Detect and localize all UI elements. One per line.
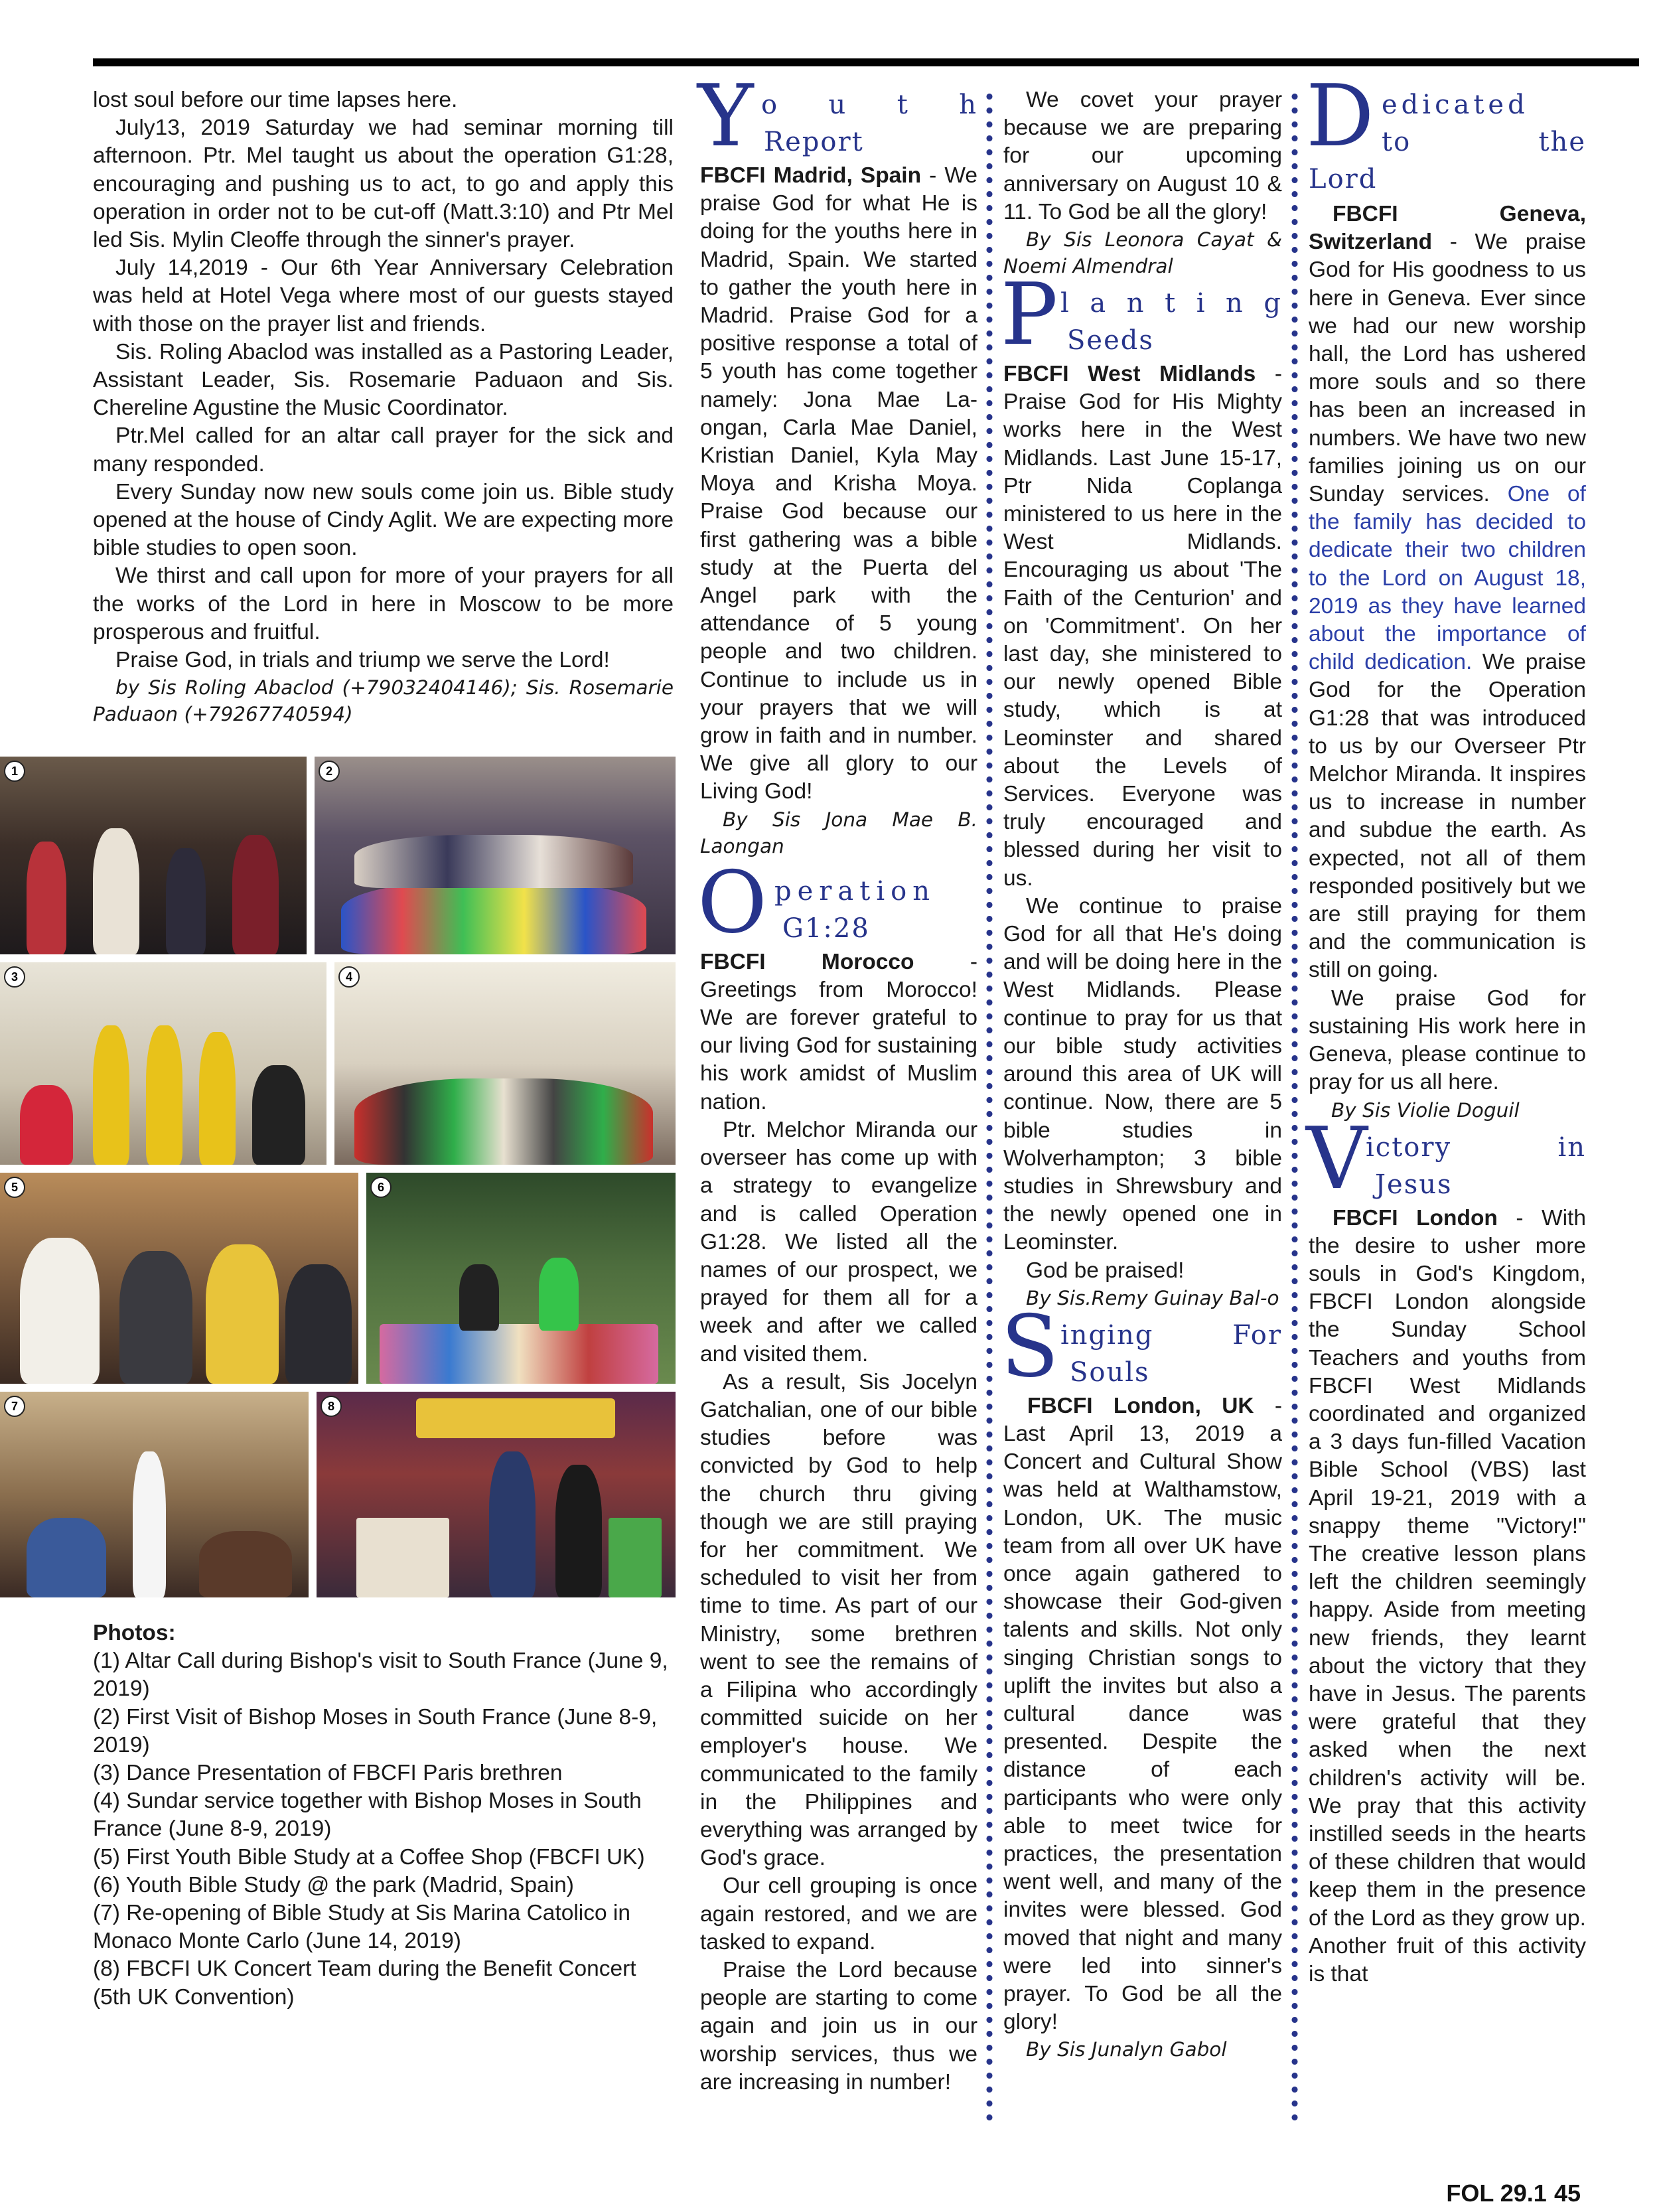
paragraph: FBCFI Madrid, Spain - We praise God for what He is doing for the youths here in Madrid, Spain. We started to gather the youth here in Madrid. Praise God for a positive response a total of 5 youth has come together namely: Jona Mae La-ongan, Carla Mae Daniel, Kristian Daniel, Kyla May Moya and Krisha Moya. Praise God because our first gathering was a bible study at the Puerta del Angel park with the attendance of 5 young people and two children. Continue to include us in your prayers that we will grow in faith and in number. We give all glory to our Living God! <box>700 163 978 804</box>
planting-seeds-heading: P l a n t i n g Seeds <box>1001 265 1282 365</box>
paragraph: July 14,2019 - Our 6th Year Anniversary Celebration was held at Hotel Vega where most of our guests stayed with those on the prayer list and friends. <box>93 256 674 336</box>
singing-for-souls-heading: S inging For Souls <box>1001 1297 1282 1396</box>
byline: By Sis Jona Mae B. Laongan <box>700 808 977 857</box>
drop-cap: S <box>1001 1297 1059 1396</box>
caption: (1) Altar Call during Bishop's visit to South France (June 9, 2019) <box>93 1649 668 1702</box>
youth-operation-column <box>697 67 978 2097</box>
photo-number: 3 <box>4 966 25 988</box>
caption: (6) Youth Bible Study @ the park (Madrid, Spain) <box>93 1872 574 1897</box>
drop-cap: Y <box>697 67 754 166</box>
drop-cap: O <box>697 853 767 952</box>
paragraph: Sis. Roling Abaclod was installed as a Pastoring Leader, Assistant Leader, Sis. Rosemarie Paduaon and Sis. Chereline Agustine the Music Coordinator. <box>93 339 674 421</box>
youth-report-heading: Y o u t h Report <box>697 67 977 166</box>
caption: (5) First Youth Bible Study at a Coffee Shop (FBCFI UK) <box>93 1844 645 1870</box>
moscow-article <box>93 86 674 727</box>
paragraph: We continue to praise God for all that He's doing and will be doing here in the West Midlands. Please continue to pray for us that our bible study activities around this area of UK will continue. Now, there are 5 bible studies in Wolverhampton; 3 bible studies in Shrewsbury and the newly opened one in Leominster. <box>1003 893 1282 1255</box>
paragraph: God be praised! <box>1026 1258 1185 1283</box>
paragraph: Ptr. Melchor Miranda our overseer has come up with a strategy to evangelize and is called Operation G1:28. We listed all the names of our prospect, we prayed for them all for a week and after we called and visited them. <box>700 1117 977 1366</box>
page-folio: FOL 29.1 45 <box>1446 2179 1581 2207</box>
photo-number: 8 <box>321 1396 342 1417</box>
byline: by Sis Roling Abaclod (+79032404146); Sis. Rosemarie Paduaon (+79267740594) <box>93 676 674 726</box>
paragraph: We thirst and call upon for more of your prayers for all the works of the Lord in here in Moscow to be more prosperous and fruitful. <box>93 563 674 644</box>
drop-cap: V <box>1306 1109 1368 1209</box>
drop-cap: D <box>1306 67 1374 166</box>
top-rule <box>93 58 1639 66</box>
operation-heading: O peration G1:28 <box>697 853 936 952</box>
photo-number: 5 <box>4 1177 25 1198</box>
planting-singing-column <box>1003 86 1282 2063</box>
dotted-column-rule <box>986 90 993 2127</box>
caption: (2) First Visit of Bishop Moses in South France (June 8-9, 2019) <box>93 1704 658 1757</box>
byline: By Sis Leonora Cayat & Noemi Almendral <box>1003 228 1282 278</box>
photo-uk-concert <box>317 1392 676 1597</box>
dedicated-to-the-lord-heading: D edicated to the Lord <box>1306 67 1586 194</box>
byline: By Sis.Remy Guinay Bal-o <box>1026 1286 1279 1309</box>
photo-park-study <box>366 1173 676 1384</box>
caption: (4) Sundar service together with Bishop Moses in South France (June 8-9, 2019) <box>93 1789 642 1842</box>
paragraph: FBCFI Geneva, Switzerland - We praise God for His goodness to us here in Geneva. Ever since we had our new worship hall, the Lord has ushered more souls and so there has been an increased in numbers. We have two new families joining us on our Sunday services. One of the family has decided to dedicate their two children to the Lord on August 18, 2019 as they have learned about the importance of child dedication. We praise God for the Operation G1:28 that was introduced to us by our Overseer Ptr Melchor Miranda. It inspires us to increase in number and subdue the earth. As expected, not all of them responded positively but we are still praying for them and the communication is still on going. <box>1309 202 1586 983</box>
victory-in-jesus-heading: V ictory in Jesus <box>1306 1109 1586 1209</box>
photo-number: 7 <box>4 1396 25 1417</box>
photo-bishop-visit <box>315 757 676 954</box>
paragraph: We praise God for sustaining His work here in Geneva, please continue to pray for us all here. <box>1309 986 1586 1095</box>
photo-number: 1 <box>4 761 25 782</box>
paragraph: Praise the Lord because people are starting to come again and join us in our worship services, thus we are increasing in number! <box>700 1957 977 2095</box>
photo-collage <box>0 757 676 1599</box>
photo-number: 2 <box>319 761 340 782</box>
paragraph: As a result, Sis Jocelyn Gatchalian, one of our bible studies before was convicted by God to help the church thru giving though we are still praying for her commitment. We scheduled to visit her from time to time. As part of our Ministry, some brethren went to see the remains of a Filipina who accordingly committed suicide on her employer's house. We communicated to the family in the Philippines and everything was arranged by God's grace. <box>700 1369 977 1871</box>
paragraph: We covet your prayer because we are preparing for our upcoming anniversary on August 10 & 11. To God be all the glory! <box>1003 88 1282 224</box>
page-number: 45 <box>1553 2179 1581 2207</box>
photo-captions <box>93 1619 674 2012</box>
photo-number: 4 <box>338 966 360 988</box>
paragraph: lost soul before our time lapses here. <box>93 88 458 112</box>
byline: By Sis Violie Doguil <box>1331 1098 1520 1122</box>
dedicated-victory-column <box>1306 67 1586 1988</box>
paragraph: Our cell grouping is once again restored, and we are tasked to expand. <box>700 1874 977 1954</box>
photo-dance-presentation <box>0 962 326 1165</box>
paragraph: FBCFI Morocco - Greetings from Morocco! We are forever grateful to our living God for sustaining his work amidst of Muslim nation. <box>700 949 977 1114</box>
photo-altar-call <box>0 757 307 954</box>
highlight-text: One of the family has decided to dedicate their two children to the Lord on August 18, 2019 as they have learned about the importance of child dedication. <box>1309 482 1586 675</box>
byline: By Sis Junalyn Gabol <box>1026 2038 1227 2061</box>
drop-cap: P <box>1001 265 1058 365</box>
paragraph: Every Sunday now new souls come join us. Bible study opened at the house of Cindy Aglit. We are expecting more bible studies to open soon. <box>93 479 674 561</box>
photo-monaco-study <box>0 1392 309 1597</box>
captions-title: Photos: <box>93 1621 176 1645</box>
paragraph: FBCFI London - With the desire to usher more souls in God's Kingdom, FBCFI London alongside the Sunday School Teachers and youths from FBCFI West Midlands coordinated and organized a 3 days fun-filled Vacation Bible School (VBS) last April 19-21, 2019 with a snappy theme "Victory!" The creative lesson plans left the children seemingly happy. Aside from meeting new friends, they learnt about the victory that they have in Jesus. The parents were grateful that they asked when the next children's activity will be. We pray that this activity instilled seeds in the hearts of these children that would keep them in the presence of the Lord as they grow up. Another fruit of this activity is that <box>1309 1205 1586 1986</box>
photo-number: 6 <box>370 1177 392 1198</box>
caption: (3) Dance Presentation of FBCFI Paris brethren <box>93 1761 563 1786</box>
paragraph: FBCFI London, UK - Last April 13, 2019 a Concert and Cultural Show was held at Walthamstow, London, UK. The music team from all over UK have once again gathered to showcase their God-given talents and skills. Not only singing Christian songs to uplift the invites but also a cultural dance was presented. Despite the distance of each participants who were only able to meet twice for practices, the presentation went well, and many of the invites were blessed. God moved that night and many were led into sinner's prayer. To God be all the glory! <box>1003 1393 1282 2035</box>
caption: (7) Re-opening of Bible Study at Sis Marina Catolico in Monaco Monte Carlo (June 14, 2019) <box>93 1901 630 1954</box>
photo-sunday-service <box>334 962 676 1165</box>
caption: (8) FBCFI UK Concert Team during the Benefit Concert (5th UK Convention) <box>93 1956 636 2010</box>
paragraph: Ptr.Mel called for an altar call prayer for the sick and many responded. <box>93 423 674 477</box>
paragraph: FBCFI West Midlands - Praise God for His Mighty works here in the West Midlands. Last June 15-17, Ptr Nida Coplanga ministered to us here in the West Midlands. Encouraging us about 'The Faith of the Centurion' and on 'Commitment'. On her last day, she ministered to our newly opened Bible study, which is at Leominster and shared about the Levels of Services. Everyone was truly encouraged and blessed during her visit to us. <box>1003 362 1282 891</box>
paragraph: Praise God, in trials and triump we serve the Lord! <box>115 648 610 673</box>
paragraph: July13, 2019 Saturday we had seminar morning till afternoon. Ptr. Mel taught us about the operation G1:28, encouraging and pushing us to act, to go and apply this operation in order not to be cut-off (Matt.3:10) and Ptr Mel led Sis. Mylin Cleoffe through the sinner's prayer. <box>93 115 674 253</box>
dotted-column-rule <box>1291 90 1298 2127</box>
photo-coffee-shop-study <box>0 1173 358 1384</box>
